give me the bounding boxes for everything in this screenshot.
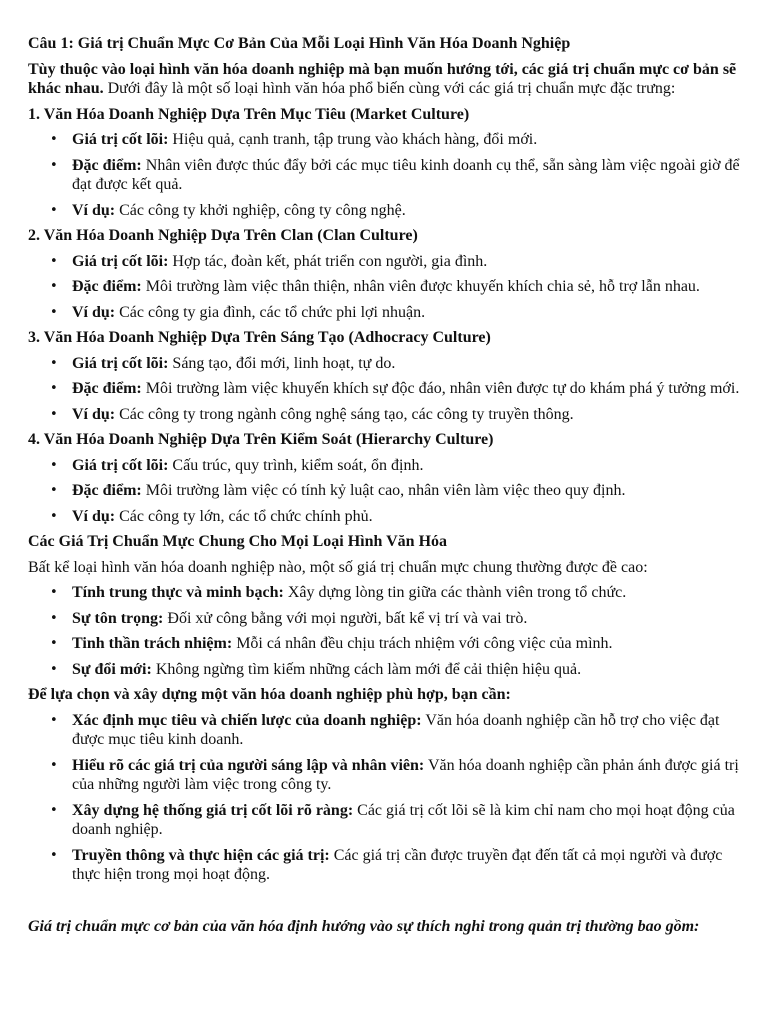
item-text: Hợp tác, đoàn kết, phát triển con người, gia đình. — [168, 252, 488, 270]
closing-question: Giá trị chuẩn mực cơ bản của văn hóa định hướng vào sự thích nghi trong quản trị thường bao gồm: — [28, 917, 700, 935]
build-culture-heading: Để lựa chọn và xây dựng một văn hóa doanh nghiệp phù hợp, bạn cần: — [28, 686, 511, 703]
item-label: Tính trung thực và minh bạch: — [72, 584, 284, 601]
section-heading-hierarchy: 4. Văn Hóa Doanh Nghiệp Dựa Trên Kiểm Soát (Hierarchy Culture) — [28, 431, 494, 448]
section-heading-market: 1. Văn Hóa Doanh Nghiệp Dựa Trên Mục Tiêu (Market Culture) — [28, 105, 470, 123]
section-list-market — [28, 130, 740, 220]
item-label: Đặc điểm: — [72, 380, 142, 397]
item-text: Đối xử công bằng với mọi người, bất kể vị trí và vai trò. — [163, 609, 528, 627]
list-item — [72, 201, 740, 221]
item-label: Ví dụ: — [72, 405, 116, 423]
list-item — [72, 711, 740, 750]
list-item — [72, 846, 740, 885]
item-label: Tinh thần trách nhiệm: — [72, 635, 233, 652]
list-item — [72, 277, 740, 297]
item-label: Ví dụ: — [72, 303, 116, 321]
item-label: Đặc điểm: — [72, 156, 142, 174]
item-label: Sự tôn trọng: — [72, 609, 164, 627]
list-item — [72, 252, 740, 272]
item-label: Ví dụ: — [72, 201, 116, 219]
item-label: Truyền thông và thực hiện các giá trị: — [72, 846, 330, 864]
section-heading-clan: 2. Văn Hóa Doanh Nghiệp Dựa Trên Clan (Clan Culture) — [28, 227, 418, 244]
item-text: Xây dựng lòng tin giữa các thành viên trong tổ chức. — [283, 584, 627, 601]
item-text: Mỗi cá nhân đều chịu trách nhiệm với công việc của mình. — [232, 635, 613, 652]
list-item — [72, 456, 740, 476]
item-text: Các công ty trong ngành công nghệ sáng tạo, các công ty truyền thông. — [115, 405, 574, 423]
item-text: Văn hóa doanh nghiệp cần phản ánh được giá trị của những người làm việc trong công ty. — [72, 756, 739, 793]
intro-text: Dưới đây là một số loại hình văn hóa phổ biến cùng với các giá trị chuẩn mực đặc trưng: — [103, 80, 676, 97]
item-label: Đặc điểm: — [72, 482, 142, 499]
item-text: Hiệu quả, cạnh tranh, tập trung vào khách hàng, đổi mới. — [168, 131, 538, 148]
item-label: Giá trị cốt lõi: — [72, 456, 169, 474]
item-text: Môi trường làm việc khuyến khích sự độc đáo, nhân viên được tự do khám phá ý tưởng mới. — [141, 380, 740, 397]
item-text: Các công ty lớn, các tổ chức chính phủ. — [115, 507, 373, 525]
section-list-clan — [28, 252, 740, 323]
item-text: Các giá trị cốt lõi sẽ là kim chỉ nam cho mọi hoạt động của doanh nghiệp. — [72, 801, 735, 838]
item-label: Hiểu rõ các giá trị của người sáng lập và nhân viên: — [72, 756, 425, 774]
item-text: Sáng tạo, đổi mới, linh hoạt, tự do. — [168, 354, 396, 372]
item-label: Ví dụ: — [72, 507, 116, 525]
common-values-list — [28, 583, 740, 679]
list-item — [72, 405, 740, 425]
list-item — [72, 583, 740, 603]
list-item — [72, 756, 740, 795]
list-item — [72, 609, 740, 629]
list-item — [72, 507, 740, 527]
item-label: Giá trị cốt lõi: — [72, 131, 169, 148]
item-text: Cấu trúc, quy trình, kiểm soát, ổn định. — [168, 456, 424, 474]
list-item — [72, 481, 740, 501]
item-text: Văn hóa doanh nghiệp cần hỗ trợ cho việc đạt được mục tiêu kinh doanh. — [72, 711, 720, 748]
list-item — [72, 634, 740, 654]
section-list-hierarchy — [28, 456, 740, 527]
build-culture-list — [28, 711, 740, 885]
item-text: Không ngừng tìm kiếm những cách làm mới để cải thiện hiệu quả. — [151, 660, 582, 678]
item-label: Sự đổi mới: — [72, 660, 152, 678]
item-label: Xây dựng hệ thống giá trị cốt lõi rõ ràng: — [72, 801, 354, 819]
item-text: Các công ty khởi nghiệp, công ty công nghệ. — [115, 201, 406, 219]
item-label: Giá trị cốt lõi: — [72, 252, 169, 270]
list-item — [72, 156, 740, 195]
list-item — [72, 379, 740, 399]
item-text: Các công ty gia đình, các tổ chức phi lợi nhuận. — [115, 303, 426, 321]
list-item — [72, 801, 740, 840]
intro-paragraph — [28, 60, 740, 99]
section-heading-adhocracy: 3. Văn Hóa Doanh Nghiệp Dựa Trên Sáng Tạo (Adhocracy Culture) — [28, 329, 491, 346]
document-title: Câu 1: Giá trị Chuẩn Mực Cơ Bản Của Mỗi Loại Hình Văn Hóa Doanh Nghiệp — [28, 35, 571, 52]
item-text: Các giá trị cần được truyền đạt đến tất cả mọi người và được thực hiện trong mọi hoạt động. — [72, 846, 723, 883]
section-list-adhocracy — [28, 354, 740, 425]
intro-bold-text: Tùy thuộc vào loại hình văn hóa doanh nghiệp mà bạn muốn hướng tới, các giá trị chuẩn mực cơ bản sẽ khác nhau. — [28, 60, 737, 97]
item-label: Đặc điểm: — [72, 278, 142, 295]
list-item — [72, 660, 740, 680]
list-item — [72, 130, 740, 150]
item-text: Môi trường làm việc có tính kỷ luật cao, nhân viên làm việc theo quy định. — [141, 482, 626, 499]
list-item — [72, 303, 740, 323]
list-item — [72, 354, 740, 374]
common-values-heading: Các Giá Trị Chuẩn Mực Chung Cho Mọi Loại Hình Văn Hóa — [28, 533, 448, 550]
item-label: Xác định mục tiêu và chiến lược của doanh nghiệp: — [72, 711, 422, 729]
item-label: Giá trị cốt lõi: — [72, 354, 169, 372]
common-values-intro: Bất kể loại hình văn hóa doanh nghiệp nào, một số giá trị chuẩn mực chung thường được đề cao: — [28, 558, 648, 576]
item-text: Môi trường làm việc thân thiện, nhân viên được khuyến khích chia sẻ, hỗ trợ lẫn nhau. — [141, 278, 700, 295]
item-text: Nhân viên được thúc đẩy bởi các mục tiêu kinh doanh cụ thể, sẵn sàng làm việc ngoài giờ để đạt được kết quả. — [72, 156, 740, 193]
